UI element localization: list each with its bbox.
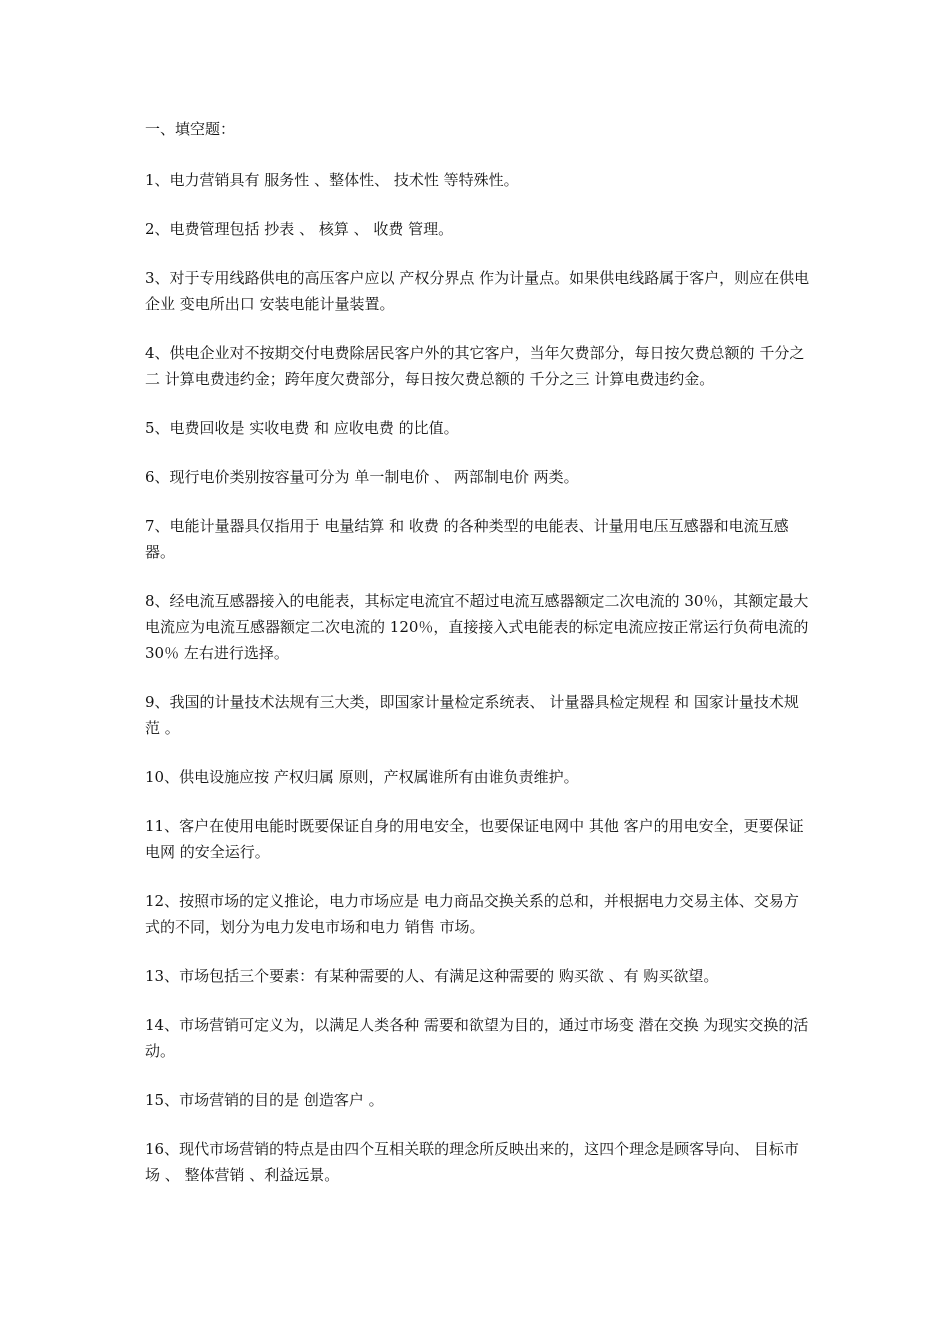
question-item-14: 14、市场营销可定义为，以满足人类各种 需要和欲望为目的，通过市场变 潜在交换 为现实交换的活动。: [145, 1016, 809, 1060]
question-item-15: 15、市场营销的目的是 创造客户 。: [145, 1091, 384, 1109]
document-page: [145, 117, 813, 1211]
question-item-12: 12、按照市场的定义推论，电力市场应是 电力商品交换关系的总和，并根据电力交易主体、交易方式的不同，划分为电力发电市场和电力 销售 市场。: [145, 892, 799, 936]
question-item-9: 9、我国的计量技术法规有三大类，即国家计量检定系统表、 计量器具检定规程 和 国家计量技术规范 。: [145, 693, 799, 737]
question-item-16: 16、现代市场营销的特点是由四个互相关联的理念所反映出来的，这四个理念是顾客导向、 目标市场 、 整体营销 、利益远景。: [145, 1140, 799, 1184]
question-item-7: 7、电能计量器具仅指用于 电量结算 和 收费 的各种类型的电能表、计量用电压互感器和电流互感器。: [145, 517, 789, 561]
question-item-2: 2、电费管理包括 抄表 、 核算 、 收费 管理。: [145, 220, 454, 238]
question-item-3: 3、对于专用线路供电的高压客户应以 产权分界点 作为计量点。如果供电线路属于客户，则应在供电企业 变电所出口 安装电能计量装置。: [145, 269, 810, 313]
section-heading: 一、填空题：: [145, 120, 236, 138]
question-item-8: 8、经电流互感器接入的电能表，其标定电流宜不超过电流互感器额定二次电流的 30％，其额定最大电流应为电流互感器额定二次电流的 120％，直接接入式电能表的标定电流应按正常运行负荷电流的 30％ 左右进行选择。: [145, 592, 809, 662]
question-item-4: 4、供电企业对不按期交付电费除居民客户外的其它客户，当年欠费部分，每日按欠费总额的 千分之二 计算电费违约金；跨年度欠费部分，每日按欠费总额的 千分之三 计算电费违约金。: [145, 344, 805, 388]
question-item-11: 11、客户在使用电能时既要保证自身的用电安全，也要保证电网中 其他 客户的用电安全，更要保证 电网 的安全运行。: [145, 817, 804, 861]
question-item-5: 5、电费回收是 实收电费 和 应收电费 的比值。: [145, 419, 459, 437]
question-item-1: 1、电力营销具有 服务性 、整体性、 技术性 等特殊性。: [145, 171, 519, 189]
question-item-6: 6、现行电价类别按容量可分为 单一制电价 、 两部制电价 两类。: [145, 468, 579, 486]
question-item-10: 10、供电设施应按 产权归属 原则，产权属谁所有由谁负责维护。: [145, 768, 579, 786]
question-item-13: 13、市场包括三个要素：有某种需要的人、有满足这种需要的 购买欲 、有 购买欲望。: [145, 967, 719, 985]
